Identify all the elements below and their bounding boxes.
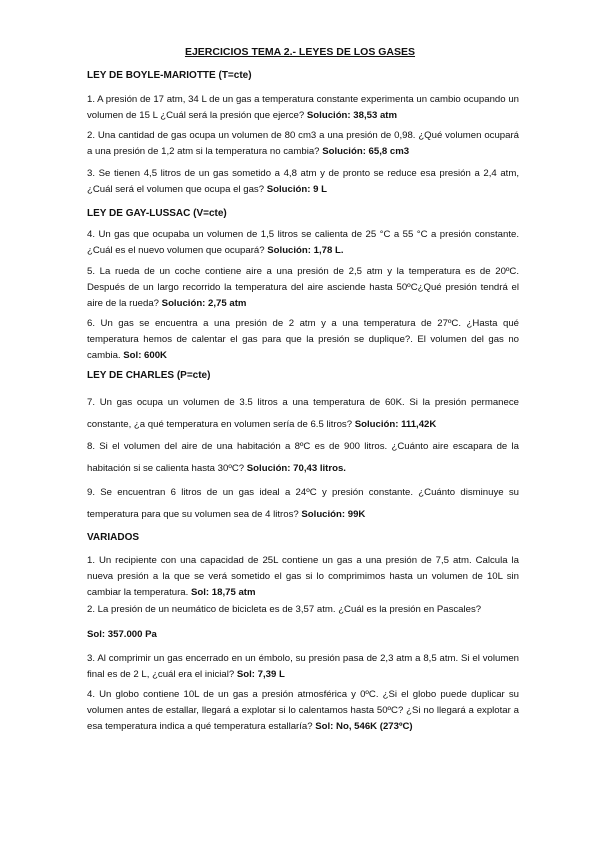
- solution: Solución: 65,8 cm3: [322, 146, 410, 157]
- exercise-v2-solution: [87, 627, 519, 643]
- solution: Solución: 38,53 atm: [306, 110, 398, 121]
- solution: Sol: 600K: [123, 350, 167, 361]
- section-heading-variados: VARIADOS: [87, 532, 140, 543]
- solution: Solución: 1,78 L.: [267, 245, 344, 256]
- exercise-4: 4. Un gas que ocupaba un volumen de 1,5 litros se calienta de 25 °C a 55 °C a presión constante. ¿Cuál es el nuevo volumen que ocupará? Solución: 1,78 L.: [87, 229, 519, 256]
- exercise-v2: 2. La presión de un neumático de bicicleta es de 3,57 atm. ¿Cuál es la presión en Pascales?: [87, 604, 482, 615]
- solution: Sol: No, 546K (273ºC): [315, 721, 413, 732]
- exercise-3: 3. Se tienen 4,5 litros de un gas sometido a 4,8 atm y de pronto se reduce esa presión a 2,4 atm, ¿Cuál será el volumen que ocupa el gas? Solución: 9 L: [87, 168, 519, 195]
- solution: Sol: 7,39 L: [236, 669, 285, 680]
- exercise-2: 2. Una cantidad de gas ocupa un volumen de 80 cm3 a una presión de 0,98. ¿Qué volumen ocupará a una presión de 1,2 atm si la temperatura no cambia? Solución: 65,8 cm3: [87, 130, 519, 157]
- exercise-v4: 4. Un globo contiene 10L de un gas a presión atmosférica y 0ºC. ¿Si el globo puede duplicar su volumen antes de estallar, llegará a explotar si lo calentamos hasta 50ºC? ¿Si no llegará a explotar a esa temperatura indica a qué temperatura estallaría? Sol: No, 546K (273ºC): [87, 689, 519, 732]
- exercise-9: 9. Se encuentran 6 litros de un gas ideal a 24ºC y presión constante. ¿Cuánto disminuye su temperatura para que su volumen sea de 4 litros? Solución: 99K: [87, 487, 519, 520]
- exercise-8: 8. Si el volumen del aire de una habitación a 8ºC es de 900 litros. ¿Cuánto aire escapara de la habitación si se calienta hasta 30ºC? Solución: 70,43 litros.: [87, 441, 519, 474]
- section-heading-gay-lussac: LEY DE GAY-LUSSAC (V=cte): [87, 208, 227, 219]
- exercise-5: 5. La rueda de un coche contiene aire a una presión de 2,5 atm y la temperatura es de 20ºC. Después de un largo recorrido la temperatura del aire asciende hasta 50ºC¿Qué presión tendrá el aire de la rueda? Solución: 2,75 atm: [87, 266, 519, 309]
- document-title: EJERCICIOS TEMA 2.- LEYES DE LOS GASES: [184, 46, 416, 58]
- solution: Solución: 2,75 atm: [161, 298, 247, 309]
- exercise-v1: 1. Un recipiente con una capacidad de 25L contiene un gas a una presión de 7,5 atm. Calcula la nueva presión a la que se verá sometido el gas si lo comprimimos hasta un volumen de 10L sin cambiar la temperatura. Sol: 18,75 atm: [87, 555, 519, 598]
- solution: Solución: 99K: [301, 509, 366, 520]
- exercise-1: 1. A presión de 17 atm, 34 L de un gas a temperatura constante experimenta un cambio ocupando un volumen de 15 L ¿Cuál será la presión que ejerce? Solución: 38,53 atm: [87, 94, 519, 121]
- exercise-7: 7. Un gas ocupa un volumen de 3.5 litros a una temperatura de 60K. Si la presión permanece constante, ¿a qué temperatura en volumen sería de 6.5 litros? Solución: 111,42K: [87, 397, 519, 430]
- solution: Sol: 357.000 Pa: [87, 629, 157, 640]
- solution: Solución: 70,43 litros.: [246, 463, 346, 474]
- exercise-6: 6. Un gas se encuentra a una presión de 2 atm y a una temperatura de 27ºC. ¿Hasta qué temperatura hemos de calentar el gas para que la presión se duplique?. El volumen del gas no cambia. Sol: 600K: [87, 318, 519, 361]
- solution: Solución: 9 L: [266, 184, 327, 195]
- section-heading-charles: LEY DE CHARLES (P=cte): [87, 370, 211, 381]
- solution: Sol: 18,75 atm: [190, 587, 256, 598]
- solution: Solución: 111,42K: [354, 419, 437, 430]
- section-heading-boyle: LEY DE BOYLE-MARIOTTE (T=cte): [87, 70, 252, 81]
- exercise-v3: 3. Al comprimir un gas encerrado en un émbolo, su presión pasa de 2,3 atm a 8,5 atm. Si el volumen final es de 2 L, ¿cuál era el inicial? Sol: 7,39 L: [87, 653, 519, 680]
